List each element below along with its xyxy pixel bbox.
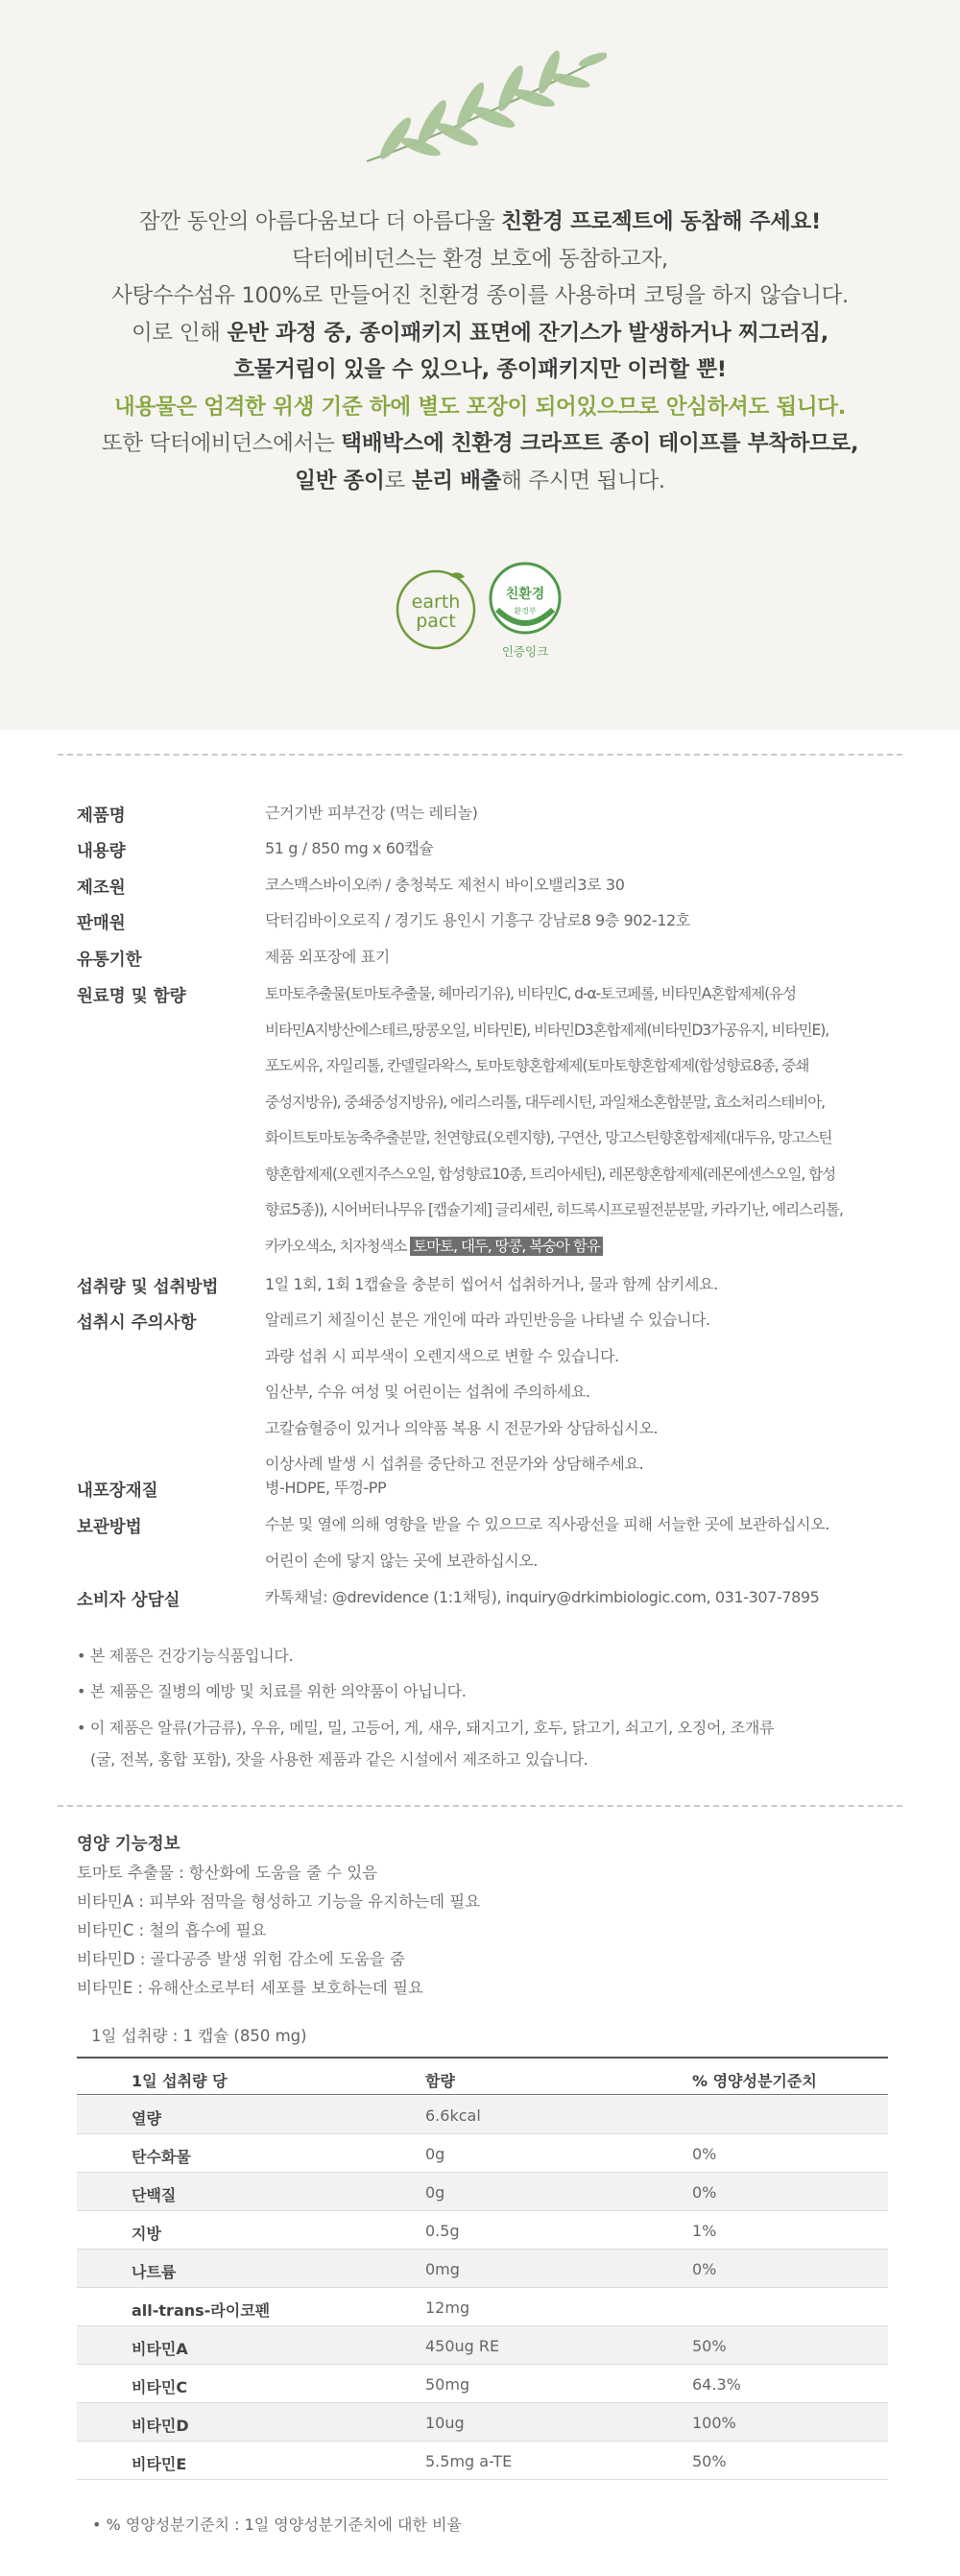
section-divider	[58, 754, 902, 756]
eco-certified-ink-logo-icon	[484, 560, 566, 662]
info-value-line: 포도씨유, 자일리톨, 칸델릴라왁스, 토마토향혼합제제(토마토향혼합제제(합성향료8종, 중쇄	[265, 1057, 809, 1074]
table-header-cell: 1일 섭취량 당	[132, 2072, 228, 2090]
table-row	[77, 2442, 888, 2480]
info-value-line: 화이트토마토농축추출분말, 천연향료(오렌지향), 구연산, 망고스틴향혼합제제(대두유, 망고스틴	[265, 1129, 832, 1146]
table-header-row	[77, 2057, 888, 2095]
info-value-line: 닥터김바이오로직 / 경기도 용인시 기흥구 강남로8 9층 902-12호	[265, 911, 690, 929]
table-row	[77, 2326, 888, 2365]
svg-text:환경부: 환경부	[514, 607, 537, 615]
eco-section	[0, 0, 960, 730]
eco-text: 또한 닥터에비던스에서는	[101, 431, 342, 456]
table-header-cell: 함량	[425, 2072, 455, 2090]
note-item: • 이 제품은 알류(가금류), 우유, 메밀, 밀, 고등어, 게, 새우, 돼지고기, 호두, 닭고기, 쇠고기, 오징어, 조개류	[77, 1719, 775, 1737]
svg-text:인증잉크: 인증잉크	[501, 644, 549, 659]
info-value-line: 향료5종)), 시어버터나무유 [캡슐기제] 글리세린, 히드록시프로필전분분말, 카라기난, 에리스리톨,	[265, 1201, 843, 1218]
serving-size: 1일 섭취량 : 1 캡슐 (850 mg)	[91, 2027, 307, 2045]
info-value-line: 코스맥스바이오㈜ / 충청북도 제천시 바이오밸리3로 30	[265, 876, 625, 894]
table-cell: 100%	[692, 2414, 736, 2432]
info-value	[265, 947, 925, 983]
info-value-line: 비타민A지방산에스테르,땅콩오일, 비타민E), 비타민D3혼합제제(비타민D3가공유지, 비타민E),	[265, 1021, 829, 1039]
eco-logos	[0, 560, 960, 665]
table-row	[77, 2403, 888, 2442]
info-label: 유통기한	[77, 951, 142, 970]
info-value-line: 중성지방유), 중쇄중성지방유), 에리스리톨, 대두레시틴, 과일채소혼합분말, 효소처리스테비아,	[265, 1093, 826, 1111]
table-cell: 0mg	[425, 2260, 460, 2278]
svg-text:earth: earth	[411, 591, 461, 613]
info-value	[265, 1587, 925, 1624]
info-value	[265, 803, 925, 839]
eco-text: 로	[384, 468, 412, 494]
note-item: • 본 제품은 건강기능식품입니다.	[77, 1647, 294, 1665]
allergen-highlight: 토마토, 대두, 땅콩, 복숭아 함유	[410, 1237, 603, 1256]
nutrition-title: 영양 기능정보	[77, 1835, 180, 1854]
info-value	[265, 875, 925, 911]
table-cell: 1%	[692, 2222, 717, 2240]
eco-line-1	[0, 204, 960, 241]
info-value-line: 어린이 손에 닿지 않는 곳에 보관하십시오.	[265, 1551, 539, 1570]
info-label: 소비자 상담실	[77, 1591, 180, 1610]
eco-line-4	[0, 315, 960, 352]
note-item: (굴, 전복, 홍합 포함), 잣을 사용한 제품과 같은 시설에서 제조하고 있습니다.	[90, 1750, 588, 1769]
note-item: • 본 제품은 질병의 예방 및 치료를 위한 의약품이 아닙니다.	[77, 1682, 467, 1700]
table-cell: 비타민D	[132, 2417, 189, 2435]
table-cell: 50mg	[425, 2375, 470, 2394]
table-cell: 비타민E	[132, 2455, 187, 2473]
section-divider	[58, 1805, 902, 1807]
table-cell: 12mg	[425, 2299, 470, 2317]
eco-text: 해 주시면 됩니다.	[501, 468, 665, 494]
info-value-line: 이상사례 발생 시 섭취를 중단하고 전문가와 상담해주세요.	[265, 1455, 644, 1473]
nutrition-function-line: 토마토 추출물 : 항산화에 도움을 줄 수 있음	[77, 1864, 378, 1882]
eco-text-bold: 분리 배출	[411, 468, 502, 494]
eco-line-5	[0, 351, 960, 389]
table-cell: 50%	[692, 2452, 727, 2470]
info-value-line: 임산부, 수유 여성 및 어린이는 섭취에 주의하세요.	[265, 1383, 590, 1401]
table-cell: 0%	[692, 2145, 717, 2163]
table-cell: all-trans-라이코펜	[132, 2301, 271, 2320]
table-cell: 지방	[132, 2225, 161, 2243]
info-value-line: 제품 외포장에 표기	[265, 948, 390, 966]
table-cell: 비타민C	[132, 2378, 188, 2396]
eco-text: 이로 인해	[132, 320, 228, 346]
info-label: 원료명 및 함량	[77, 987, 186, 1006]
info-value-line: 카카오색소, 치자청색소 토마토, 대두, 땅콩, 복숭아 함유	[265, 1236, 925, 1272]
info-label: 제조원	[77, 879, 126, 898]
info-label: 제품명	[77, 807, 126, 826]
table-cell: 탄수화물	[132, 2148, 191, 2166]
table-cell: 64.3%	[692, 2375, 741, 2394]
info-value-line: 과량 섭취 시 피부색이 오렌지색으로 변할 수 있습니다.	[265, 1346, 619, 1365]
info-label: 판매원	[77, 914, 126, 933]
info-value-line: 알레르기 체질이신 분은 개인에 따라 과민반응을 나타낼 수 있습니다.	[265, 1311, 710, 1329]
eco-line-6	[0, 389, 960, 426]
eco-text-bold: 택배박스에 친환경 크라프트 종이 테이프를 부착하므로,	[341, 431, 859, 456]
nutrition-footnote: • % 영양성분기준치 : 1일 영양성분기준치에 대한 비율	[92, 2516, 462, 2534]
svg-text:pact: pact	[416, 611, 456, 632]
table-cell: 단백질	[132, 2186, 177, 2204]
table-cell: 0%	[692, 2183, 717, 2202]
table-cell: 0.5g	[425, 2222, 460, 2240]
eco-text: 잠깐 동안의 아름다움보다 더 아름다울	[139, 209, 502, 234]
info-value	[265, 983, 925, 1271]
info-value-line: 병-HDPE, 뚜껑-PP	[265, 1479, 387, 1497]
info-value-line: 향혼합제제(오렌지주스오일, 합성향료10종, 트리아세틴), 레몬향혼합제제(레몬에센스오일, 합성	[265, 1165, 836, 1183]
table-cell: 450ug RE	[425, 2337, 500, 2355]
eco-text-bold: 일반 종이	[295, 468, 385, 494]
table-cell: 비타민A	[132, 2340, 188, 2358]
info-value-line: 토마토추출물(토마토추출물, 헤마리기유), 비타민C, d-α-토코페롤, 비타민A혼합제제(유성	[265, 985, 796, 1002]
table-cell: 0g	[425, 2183, 445, 2202]
info-value	[265, 1310, 925, 1490]
nutrition-function-line: 비타민E : 유해산소로부터 세포를 보호하는데 필요	[77, 1979, 423, 1997]
eco-line-8	[0, 463, 960, 500]
info-value	[265, 1514, 925, 1586]
svg-text:친환경: 친환경	[505, 587, 545, 602]
info-value-line: 1일 1회, 1회 1캡슐을 충분히 씹어서 섭취하거나, 물과 함께 삼키세요.	[265, 1275, 718, 1293]
eco-text-bold: 흐물거림이 있을 수 있으나, 종이패키지만 이러할 뿐!	[233, 357, 727, 382]
eco-message	[0, 204, 960, 499]
eco-line-3: 사탕수수섬유 100%로 만들어진 친환경 종이를 사용하며 코팅을 하지 않습니다.	[111, 283, 849, 308]
info-value	[265, 838, 925, 875]
info-value-line: 51 g / 850 mg x 60캡슐	[265, 839, 434, 857]
table-cell: 0%	[692, 2260, 717, 2278]
nutrition-function-line: 비타민A : 피부와 점막을 형성하고 기능을 유지하는데 필요	[77, 1892, 481, 1911]
table-cell: 10ug	[425, 2414, 465, 2432]
eco-text-green: 내용물은 엄격한 위생 기준 하에 별도 포장이 되어있으므로 안심하셔도 됩니다.	[114, 394, 846, 420]
info-label: 섭취량 및 섭취방법	[77, 1278, 219, 1297]
table-row	[77, 2134, 888, 2173]
table-cell: 열량	[132, 2109, 161, 2128]
table-row	[77, 2250, 888, 2288]
info-value-line: 수분 및 열에 의해 영향을 받을 수 있으므로 직사광선을 피해 서늘한 곳에 보관하십시오.	[265, 1515, 829, 1533]
info-value-line: 고칼슘혈증이 있거나 의약품 복용 시 전문가와 상담하십시오.	[265, 1418, 659, 1437]
info-label: 섭취시 주의사항	[77, 1313, 197, 1333]
table-cell: 50%	[692, 2337, 727, 2355]
info-value	[265, 1274, 925, 1311]
eco-line-2: 닥터에비던스는 환경 보호에 동참하고자,	[292, 246, 668, 272]
leaf-branch-icon	[357, 46, 607, 171]
table-row	[77, 2288, 888, 2326]
eco-text-bold: 친환경 프로젝트에 동참해 주세요!	[501, 209, 821, 234]
table-row	[77, 2211, 888, 2250]
table-row	[77, 2365, 888, 2403]
info-label: 내용량	[77, 842, 126, 861]
info-value	[265, 1478, 925, 1514]
table-cell: 5.5mg a-TE	[425, 2452, 513, 2470]
table-row	[77, 2096, 888, 2134]
info-label: 내포장재질	[77, 1481, 158, 1501]
nutrition-function-line: 비타민D : 골다공증 발생 위험 감소에 도움을 줌	[77, 1950, 405, 1968]
table-row	[77, 2173, 888, 2211]
eco-text-bold: 운반 과정 중, 종이패키지 표면에 잔기스가 발생하거나 찌그러짐,	[227, 320, 828, 346]
eco-line-7	[0, 425, 960, 463]
info-label: 보관방법	[77, 1518, 142, 1537]
earth-pact-logo-icon	[392, 566, 480, 654]
info-value-line: 근거기반 피부건강 (먹는 레티놀)	[265, 804, 478, 822]
table-cell: 6.6kcal	[425, 2107, 481, 2125]
table-cell: 0g	[425, 2145, 445, 2163]
nutrition-function-line: 비타민C : 철의 흡수에 필요	[77, 1921, 267, 1939]
table-header-cell: % 영양성분기준치	[692, 2072, 817, 2090]
table-cell: 나트륨	[132, 2263, 177, 2281]
info-value	[265, 910, 925, 947]
info-value-line: 카톡채널: @drevidence (1:1채팅), inquiry@drkimbiologic.com, 031-307-7895	[265, 1588, 820, 1606]
